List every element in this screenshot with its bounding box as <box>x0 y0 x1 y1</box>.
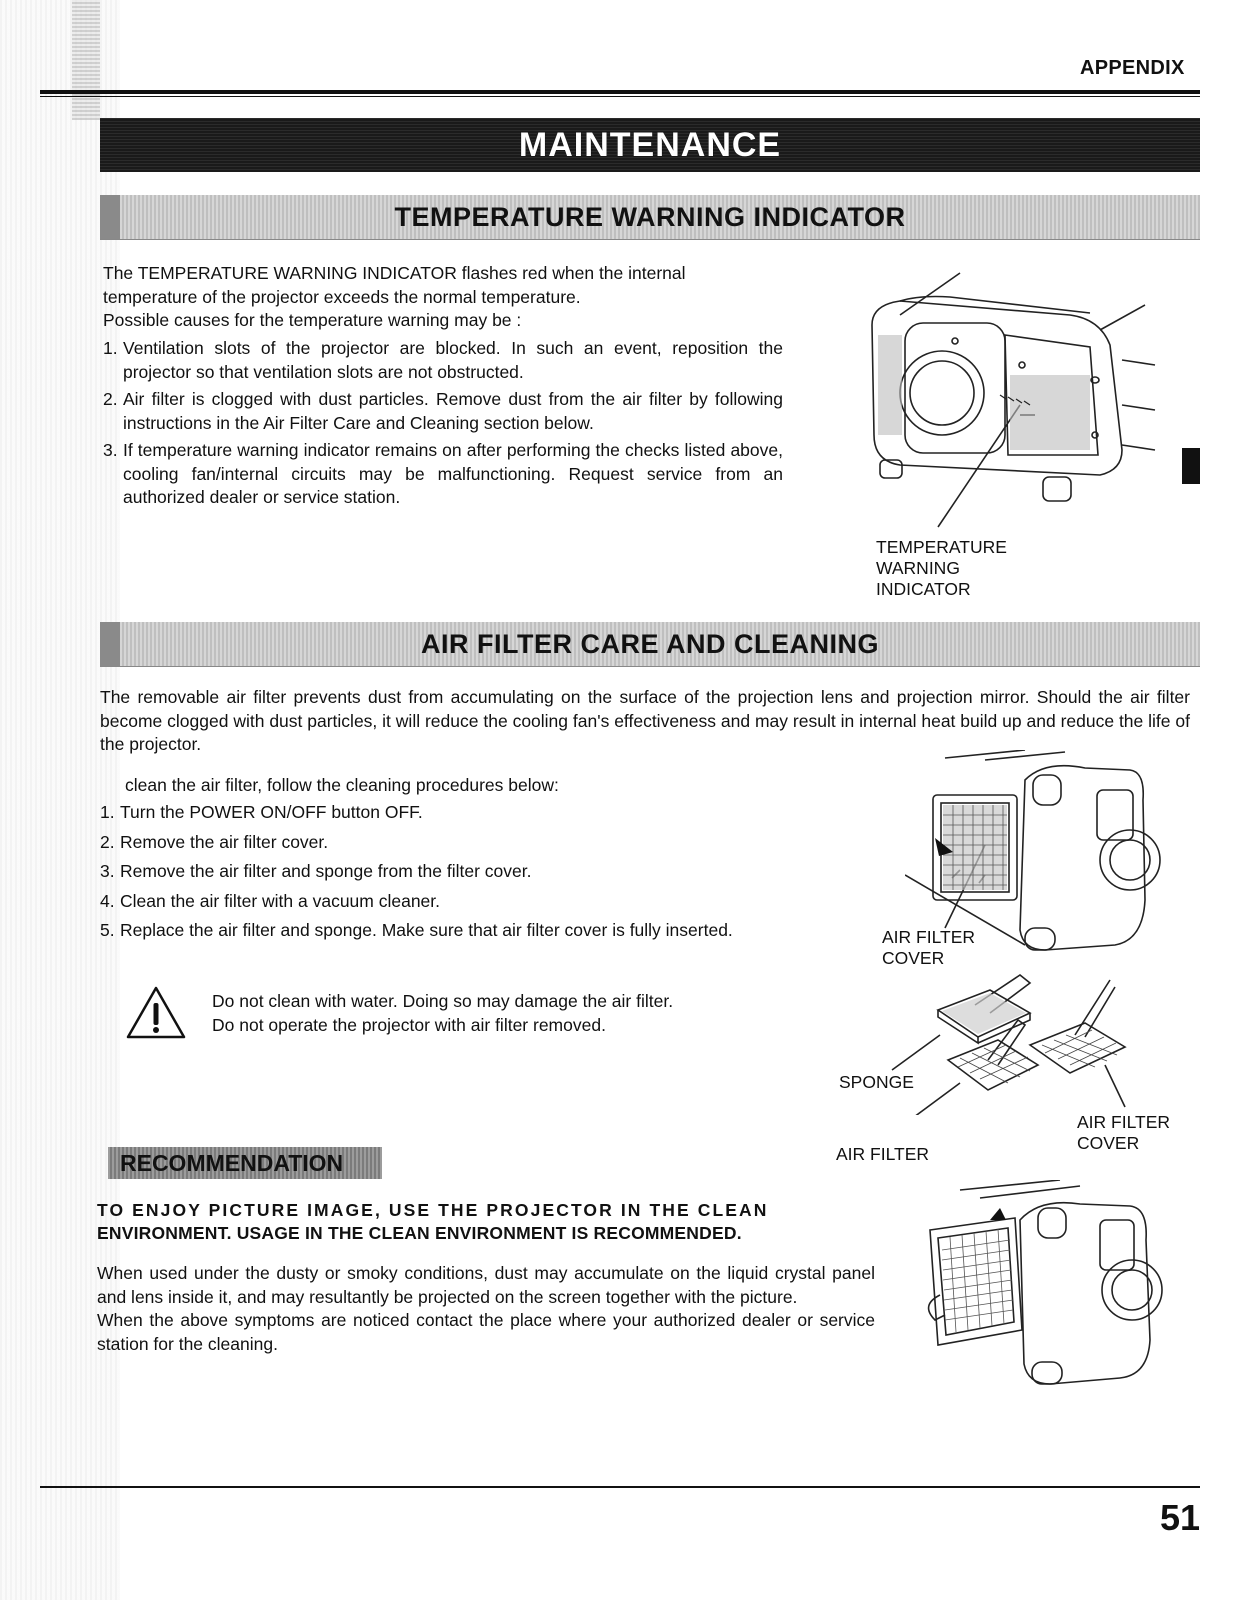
filter-steps-intro: clean the air filter, follow the cleaning procedures below: <box>125 775 559 795</box>
header-rule <box>40 90 1200 94</box>
list-item: 1. Turn the POWER ON/OFF button OFF. <box>100 802 423 822</box>
filter-parts-illustration <box>880 965 1140 1115</box>
temp-intro: The TEMPERATURE WARNING INDICATOR flashes red when the internal temperature of the projector exceeds the normal temperature. Possible causes for the temperature warning may be : <box>103 263 686 330</box>
header-rule-thin <box>40 96 1200 97</box>
page-number: 51 <box>1160 1497 1201 1538</box>
temp-causes-list <box>103 337 783 514</box>
section-label: APPENDIX <box>1080 57 1185 79</box>
warning-icon <box>125 985 187 1041</box>
scan-margin <box>0 0 120 1600</box>
list-item: 4. Clean the air filter with a vacuum cleaner. <box>100 890 441 911</box>
warning-text: Do not clean with water. Doing so may damage the air filter. Do not operate the projector with air filter removed. <box>212 991 674 1035</box>
list-item: 5. Replace the air filter and sponge. Make sure that air filter cover is fully inserted. <box>100 920 733 940</box>
list-item: 3. If temperature warning indicator remains on after performing the checks listed above, cooling fan/internal circuits may be malfunctioning. Request service from an authorized dealer or service station. <box>103 440 783 507</box>
recommendation-bold: TO ENJOY PICTURE IMAGE, USE THE PROJECTOR IN THE CLEAN ENVIRONMENT. USAGE IN THE CLEAN ENVIRONMENT IS RECOMMENDED. <box>97 1200 769 1243</box>
sponge-label: SPONGE <box>839 1072 914 1092</box>
chapter-tab <box>1182 448 1200 484</box>
recommendation-banner <box>108 1147 382 1179</box>
filter-intro: The removable air filter prevents dust from accumulating on the surface of the projection lens and projection mirror. Should the air filter become clogged with dust particles, it will reduce the cooling fan's effectiveness and may result in internal heat build up and reduce the life of the projector. <box>100 687 1190 754</box>
footer-rule <box>40 1486 1200 1488</box>
recommendation-heading: RECOMMENDATION <box>120 1149 344 1176</box>
list-item: 1. Ventilation slots of the projector are blocked. In such an event, reposition the projector so that ventilation slots are not obstructed. <box>103 338 783 382</box>
filter-section-heading: AIR FILTER CARE AND CLEANING <box>421 628 879 659</box>
filter-section-banner <box>100 622 1200 667</box>
filter-cover-label-top: AIR FILTER COVER <box>882 927 976 968</box>
list-item: 2. Air filter is clogged with dust particles. Remove dust from the air filter by following instructions in the Air Filter Care and Cleaning section below. <box>103 389 783 433</box>
projector-front-illustration <box>860 265 1160 535</box>
temp-indicator-caption: TEMPERATURE WARNING INDICATOR <box>876 537 1007 599</box>
filter-cover-label-bottom: AIR FILTER COVER <box>1077 1112 1171 1153</box>
filter-insert-illustration <box>920 1180 1170 1390</box>
list-item: 2. Remove the air filter cover. <box>100 831 329 852</box>
filter-steps-list <box>100 801 800 947</box>
scan-corner <box>72 0 100 120</box>
page-title: MAINTENANCE <box>518 125 782 164</box>
air-filter-label: AIR FILTER <box>836 1144 930 1164</box>
temp-section-heading: TEMPERATURE WARNING INDICATOR <box>394 201 906 232</box>
page-title-banner <box>100 118 1200 172</box>
recommendation-body: When used under the dusty or smoky conditions, dust may accumulate on the liquid crystal panel and lens inside it, and may resultantly be projected on the screen together with the picture. When the above symptoms are noticed contact the place where your authorized dealer or service station for the cleaning. <box>97 1263 875 1354</box>
list-item: 3. Remove the air filter and sponge from the filter cover. <box>100 861 532 881</box>
temp-section-banner <box>100 195 1200 240</box>
